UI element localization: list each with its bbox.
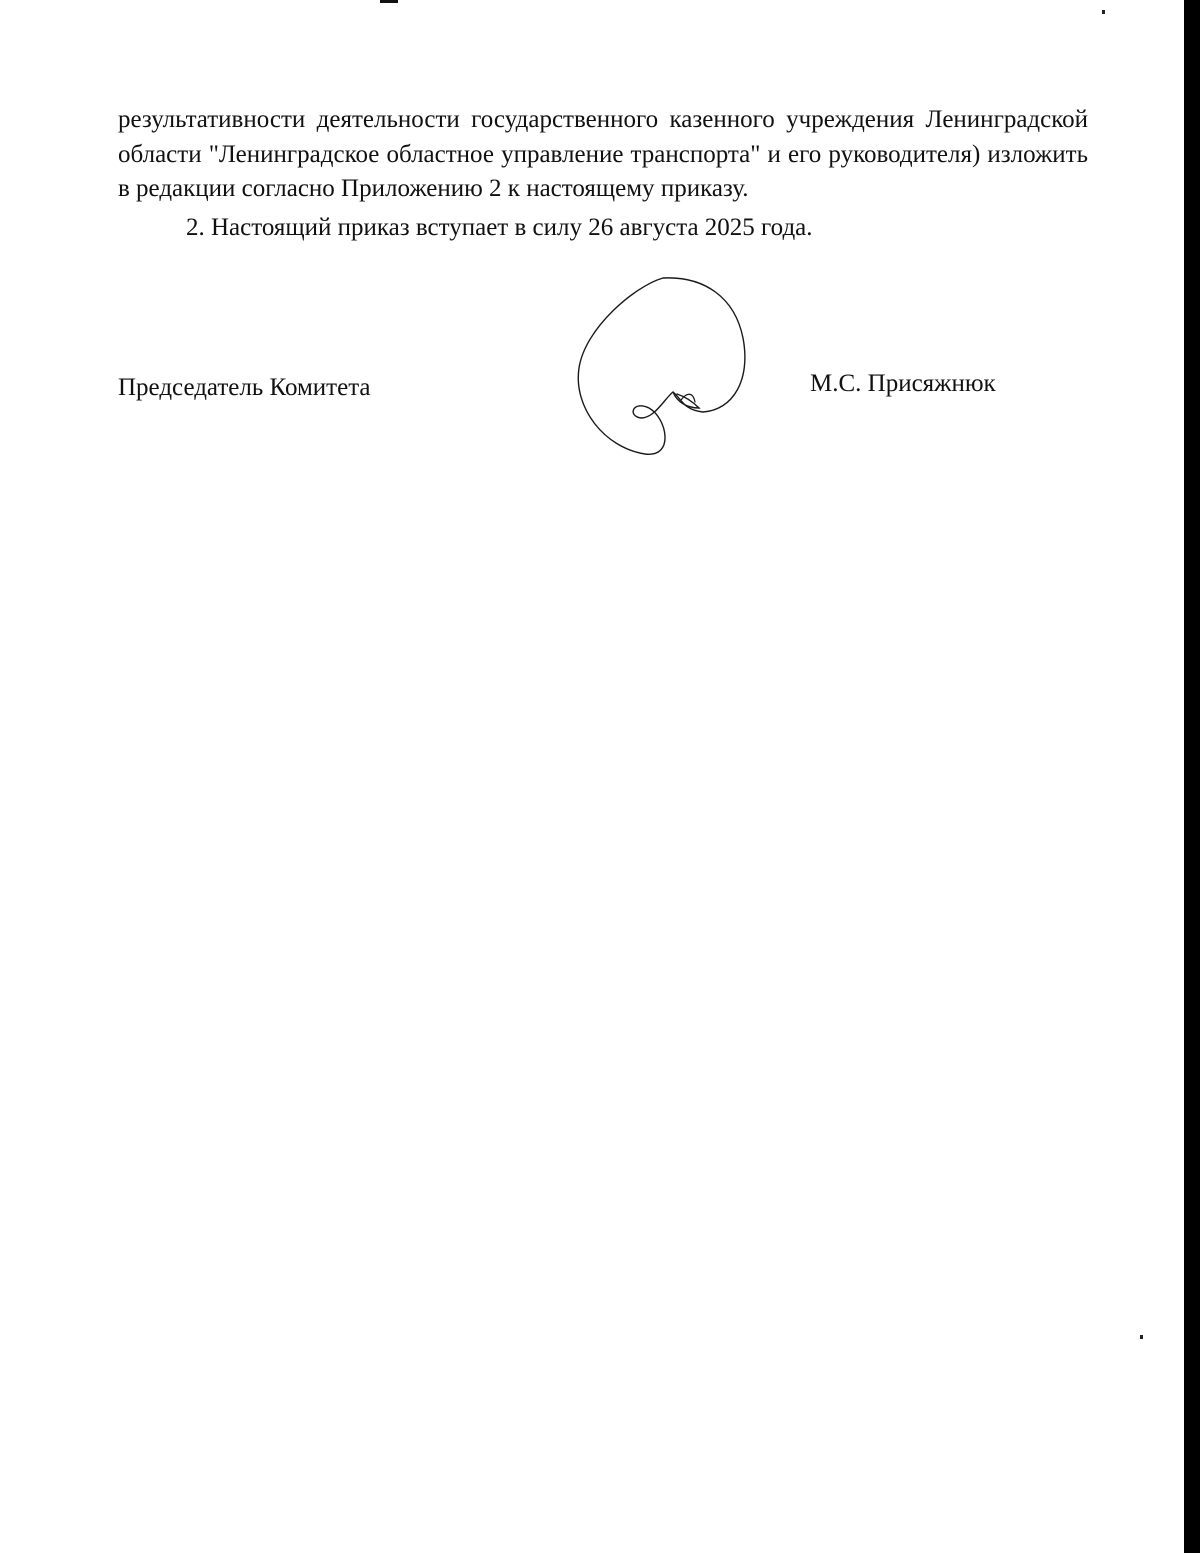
handwritten-signature	[565, 268, 765, 463]
paragraph-effective-date: 2. Настоящий приказ вступает в силу 26 августа 2025 года.	[186, 213, 813, 241]
scan-speck	[1102, 10, 1105, 14]
paragraph-continuation	[118, 103, 1088, 207]
paragraph-line: результативности деятельности государственного казенного учреждения	[118, 106, 915, 133]
signer-title: Председатель Комитета	[118, 374, 371, 401]
document-body	[118, 103, 1088, 245]
paragraph-line: Ленинградской области "Ленинградское областное управление транспорта" и его	[118, 106, 1088, 168]
paragraph-line: руководителя) изложить в редакции согласно Приложению 2 к настоящему	[118, 140, 1089, 202]
paragraph-line: приказу.	[660, 175, 749, 202]
scan-edge-mark	[380, 0, 398, 3]
signer-name: М.С. Присяжнюк	[810, 370, 996, 397]
scan-speck	[1140, 1335, 1143, 1339]
